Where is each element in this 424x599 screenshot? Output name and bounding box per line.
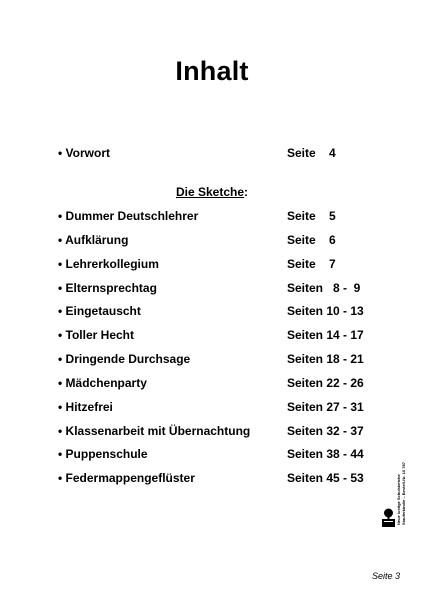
side-imprint bbox=[380, 410, 410, 530]
section-heading-text: Die Sketche bbox=[176, 185, 245, 199]
toc-entry-title: • Toller Hecht bbox=[58, 328, 134, 342]
toc-entry-pages: Seiten 45 - 53 bbox=[287, 471, 364, 485]
toc-entry-title: • Puppenschule bbox=[58, 447, 148, 461]
toc-entry-pages: Seiten 8 - 9 bbox=[287, 281, 361, 295]
toc-entry-title: • Dringende Durchsage bbox=[58, 352, 191, 366]
section-heading bbox=[176, 183, 248, 201]
toc-entry bbox=[58, 422, 378, 440]
toc-entry-pages: Seiten 38 - 44 bbox=[287, 447, 364, 461]
toc-entry-pages: Seite 4 bbox=[287, 146, 336, 160]
page-number: Seite 3 bbox=[372, 571, 401, 581]
side-imprint-order-number: Stauferkindle – Bestell-Nr. 10 787 bbox=[401, 462, 406, 525]
toc-entry-pages: Seiten 22 - 26 bbox=[287, 376, 364, 390]
toc-entry-pages: Seite 7 bbox=[287, 257, 336, 271]
toc-entry-pages: Seite 5 bbox=[287, 209, 336, 223]
toc-entry bbox=[58, 350, 378, 368]
toc-entry-title: • Aufklärung bbox=[58, 233, 129, 247]
toc-entry-pages: Seiten 27 - 31 bbox=[287, 400, 364, 414]
toc-entry-title: • Vorwort bbox=[58, 146, 110, 160]
toc-entry-title: • Mädchenparty bbox=[58, 376, 147, 390]
toc-entry bbox=[58, 469, 378, 487]
toc-entry-pages: Seiten 18 - 21 bbox=[287, 352, 364, 366]
toc-entry bbox=[58, 207, 378, 225]
toc-entry-title: • Eingetauscht bbox=[58, 304, 141, 318]
toc-entry-pages: Seite 6 bbox=[287, 233, 336, 247]
toc-entry bbox=[58, 231, 378, 249]
toc-entry-title: • Federmappengeflüster bbox=[58, 471, 195, 485]
toc-entry-title: • Klassenarbeit mit Übernachtung bbox=[58, 424, 251, 438]
toc-entry bbox=[58, 302, 378, 320]
toc-entry-vorwort bbox=[58, 144, 378, 162]
toc-entry-pages: Seiten 10 - 13 bbox=[287, 304, 364, 318]
toc-entry bbox=[58, 326, 378, 344]
toc-entry bbox=[58, 279, 378, 297]
toc-entry-title: • Elternsprechtag bbox=[58, 281, 157, 295]
toc-entry bbox=[58, 445, 378, 463]
toc-entry-title: • Dummer Deutschlehrer bbox=[58, 209, 199, 223]
toc-entry-pages: Seiten 32 - 37 bbox=[287, 424, 364, 438]
toc-entry-pages: Seiten 14 - 17 bbox=[287, 328, 364, 342]
toc-entry bbox=[58, 398, 378, 416]
toc-entry bbox=[58, 374, 378, 392]
toc-entry bbox=[58, 255, 378, 273]
publisher-logo-icon bbox=[382, 505, 395, 527]
toc-entry-title: • Lehrerkollegium bbox=[58, 257, 159, 271]
side-imprint-title: Neue lustige Schulsketche bbox=[396, 474, 401, 525]
page-title: Inhalt bbox=[175, 56, 249, 86]
section-heading-colon: : bbox=[244, 185, 249, 199]
toc-entry-title: • Hitzefrei bbox=[58, 400, 113, 414]
